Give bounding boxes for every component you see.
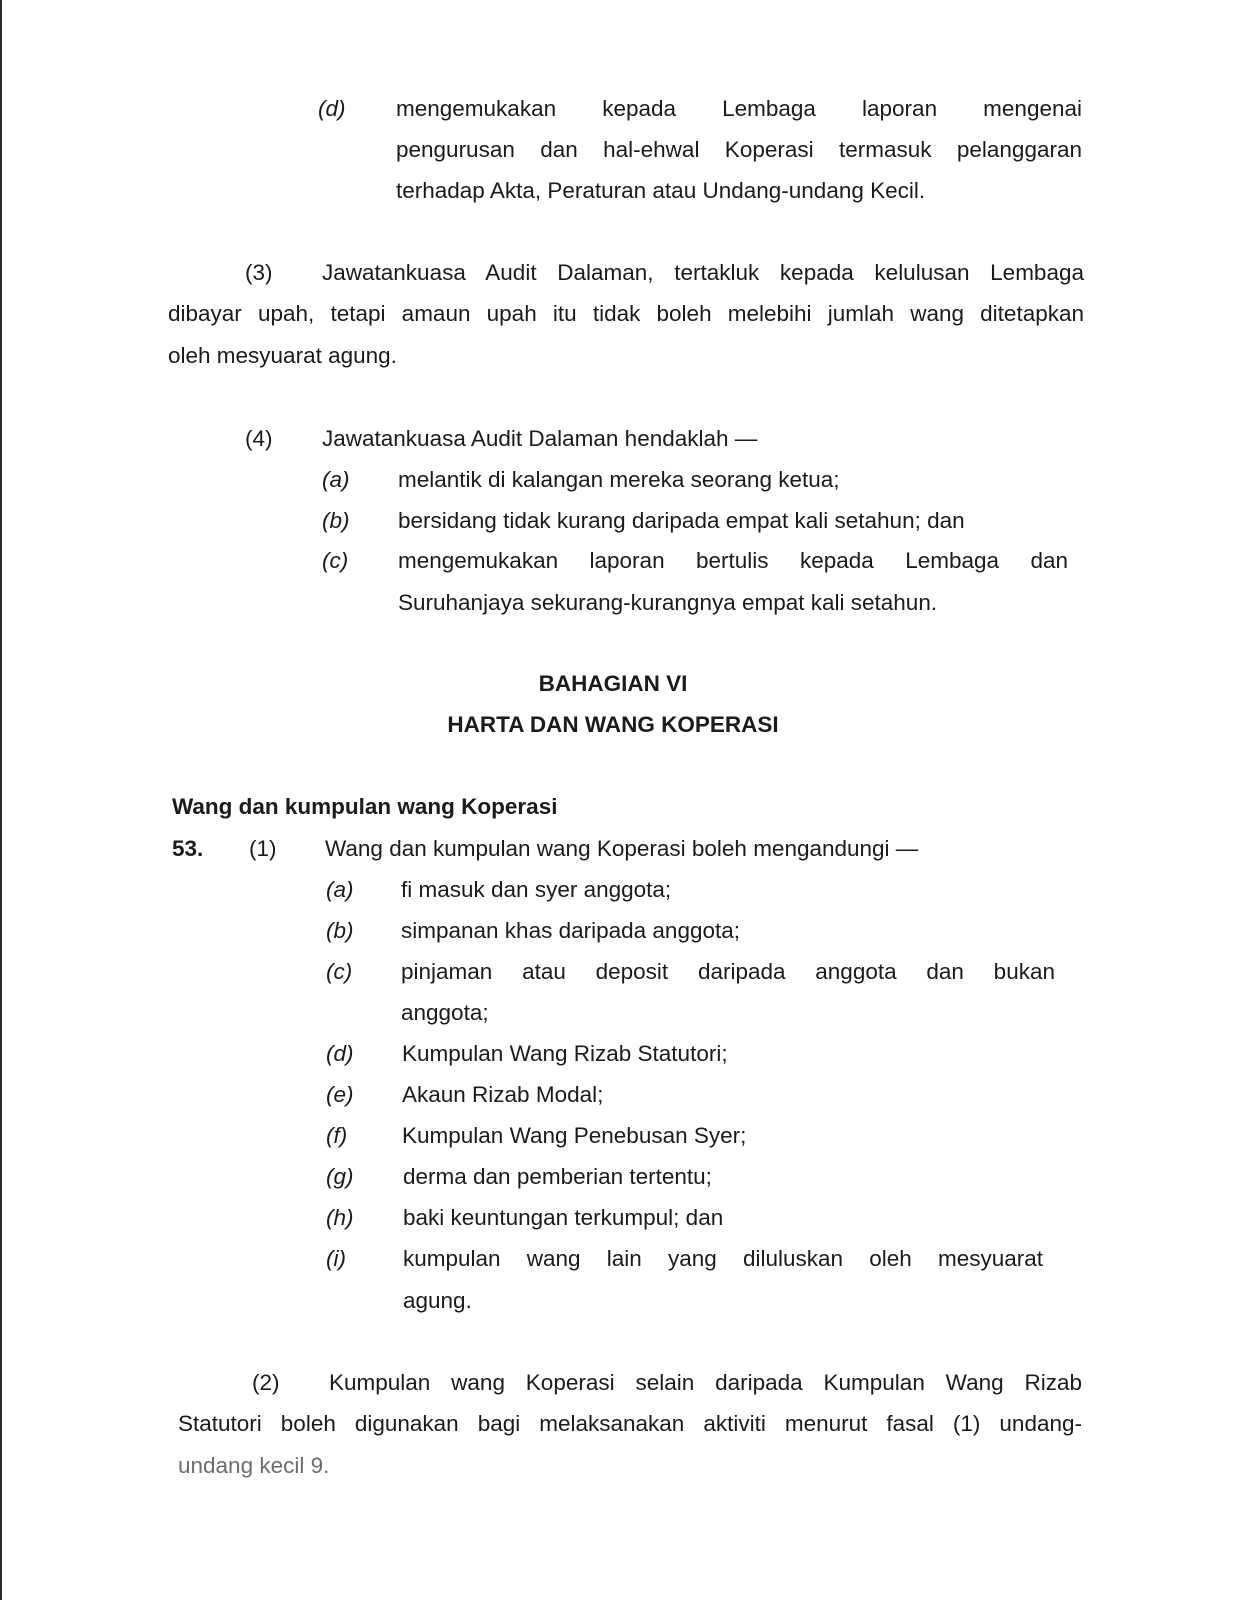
list-item-text-continued: Suruhanjaya sekurang-kurangnya empat kali setahun. [398,590,938,615]
item-marker: (a) [326,877,354,902]
list-item-text: derma dan pemberian tertentu; [403,1164,712,1189]
subsection-2-line-2: Statutori boleh digunakan bagi melaksanakan aktiviti menurut fasal (1) undang- [178,1411,1082,1436]
section-number: 53. [172,836,204,861]
item-marker: (g) [326,1164,354,1189]
subsection-2-line-1: Kumpulan wang Koperasi selain daripada Kumpulan Wang Rizab [329,1370,1082,1395]
list-item-text-continued: agung. [403,1288,472,1313]
subsection-2-number: (2) [252,1370,280,1395]
subsection-3-line-3: oleh mesyuarat agung. [168,343,397,368]
list-item-text: bersidang tidak kurang daripada empat kali setahun; dan [398,508,965,533]
part-heading: BAHAGIAN VI [538,671,688,696]
item-marker: (e) [326,1082,354,1107]
list-item-text-continued: anggota; [401,1000,489,1025]
item-marker: (a) [322,467,350,492]
clause-d-line-1: mengemukakan kepada Lembaga laporan mengenai [396,96,1082,121]
list-item-text: simpanan khas daripada anggota; [401,918,740,943]
item-marker: (c) [322,548,349,573]
clause-marker-d: (d) [318,96,346,121]
list-item-text: fi masuk dan syer anggota; [401,877,672,902]
item-marker: (d) [326,1041,354,1066]
list-item-text: melantik di kalangan mereka seorang ketua; [398,467,840,492]
clause-d-line-3: terhadap Akta, Peraturan atau Undang-undang Kecil. [396,178,926,203]
item-marker: (b) [322,508,350,533]
list-item-text: Akaun Rizab Modal; [402,1082,604,1107]
subsection-3-number: (3) [245,260,273,285]
page-left-border [0,0,2,1600]
item-marker: (c) [326,959,353,984]
list-item-text: mengemukakan laporan bertulis kepada Lembaga dan [398,548,1068,573]
item-marker: (b) [326,918,354,943]
clause-d-line-2: pengurusan dan hal-ehwal Koperasi termasuk pelanggaran [396,137,1082,162]
item-marker: (i) [326,1246,346,1271]
subsection-1-number: (1) [249,836,277,861]
list-item-text: kumpulan wang lain yang diluluskan oleh mesyuarat [403,1246,1043,1271]
subsection-2-line-3: undang kecil 9. [178,1453,330,1478]
list-item-text: pinjaman atau deposit daripada anggota dan bukan [401,959,1055,984]
list-item-text: baki keuntungan terkumpul; dan [403,1205,724,1230]
subsection-3-line-1: Jawatankuasa Audit Dalaman, tertakluk kepada kelulusan Lembaga [322,260,1084,285]
list-item-text: Kumpulan Wang Rizab Statutori; [402,1041,728,1066]
subsection-4-intro: Jawatankuasa Audit Dalaman hendaklah — [322,426,758,451]
subsection-3-line-2: dibayar upah, tetapi amaun upah itu tidak boleh melebihi jumlah wang ditetapkan [168,301,1084,326]
subsection-4-number: (4) [245,426,273,451]
list-item-text: Kumpulan Wang Penebusan Syer; [402,1123,747,1148]
part-title: HARTA DAN WANG KOPERASI [447,712,779,737]
item-marker: (h) [326,1205,354,1230]
section-side-heading: Wang dan kumpulan wang Koperasi [172,794,558,819]
subsection-1-intro: Wang dan kumpulan wang Koperasi boleh mengandungi — [325,836,919,861]
item-marker: (f) [326,1123,348,1148]
